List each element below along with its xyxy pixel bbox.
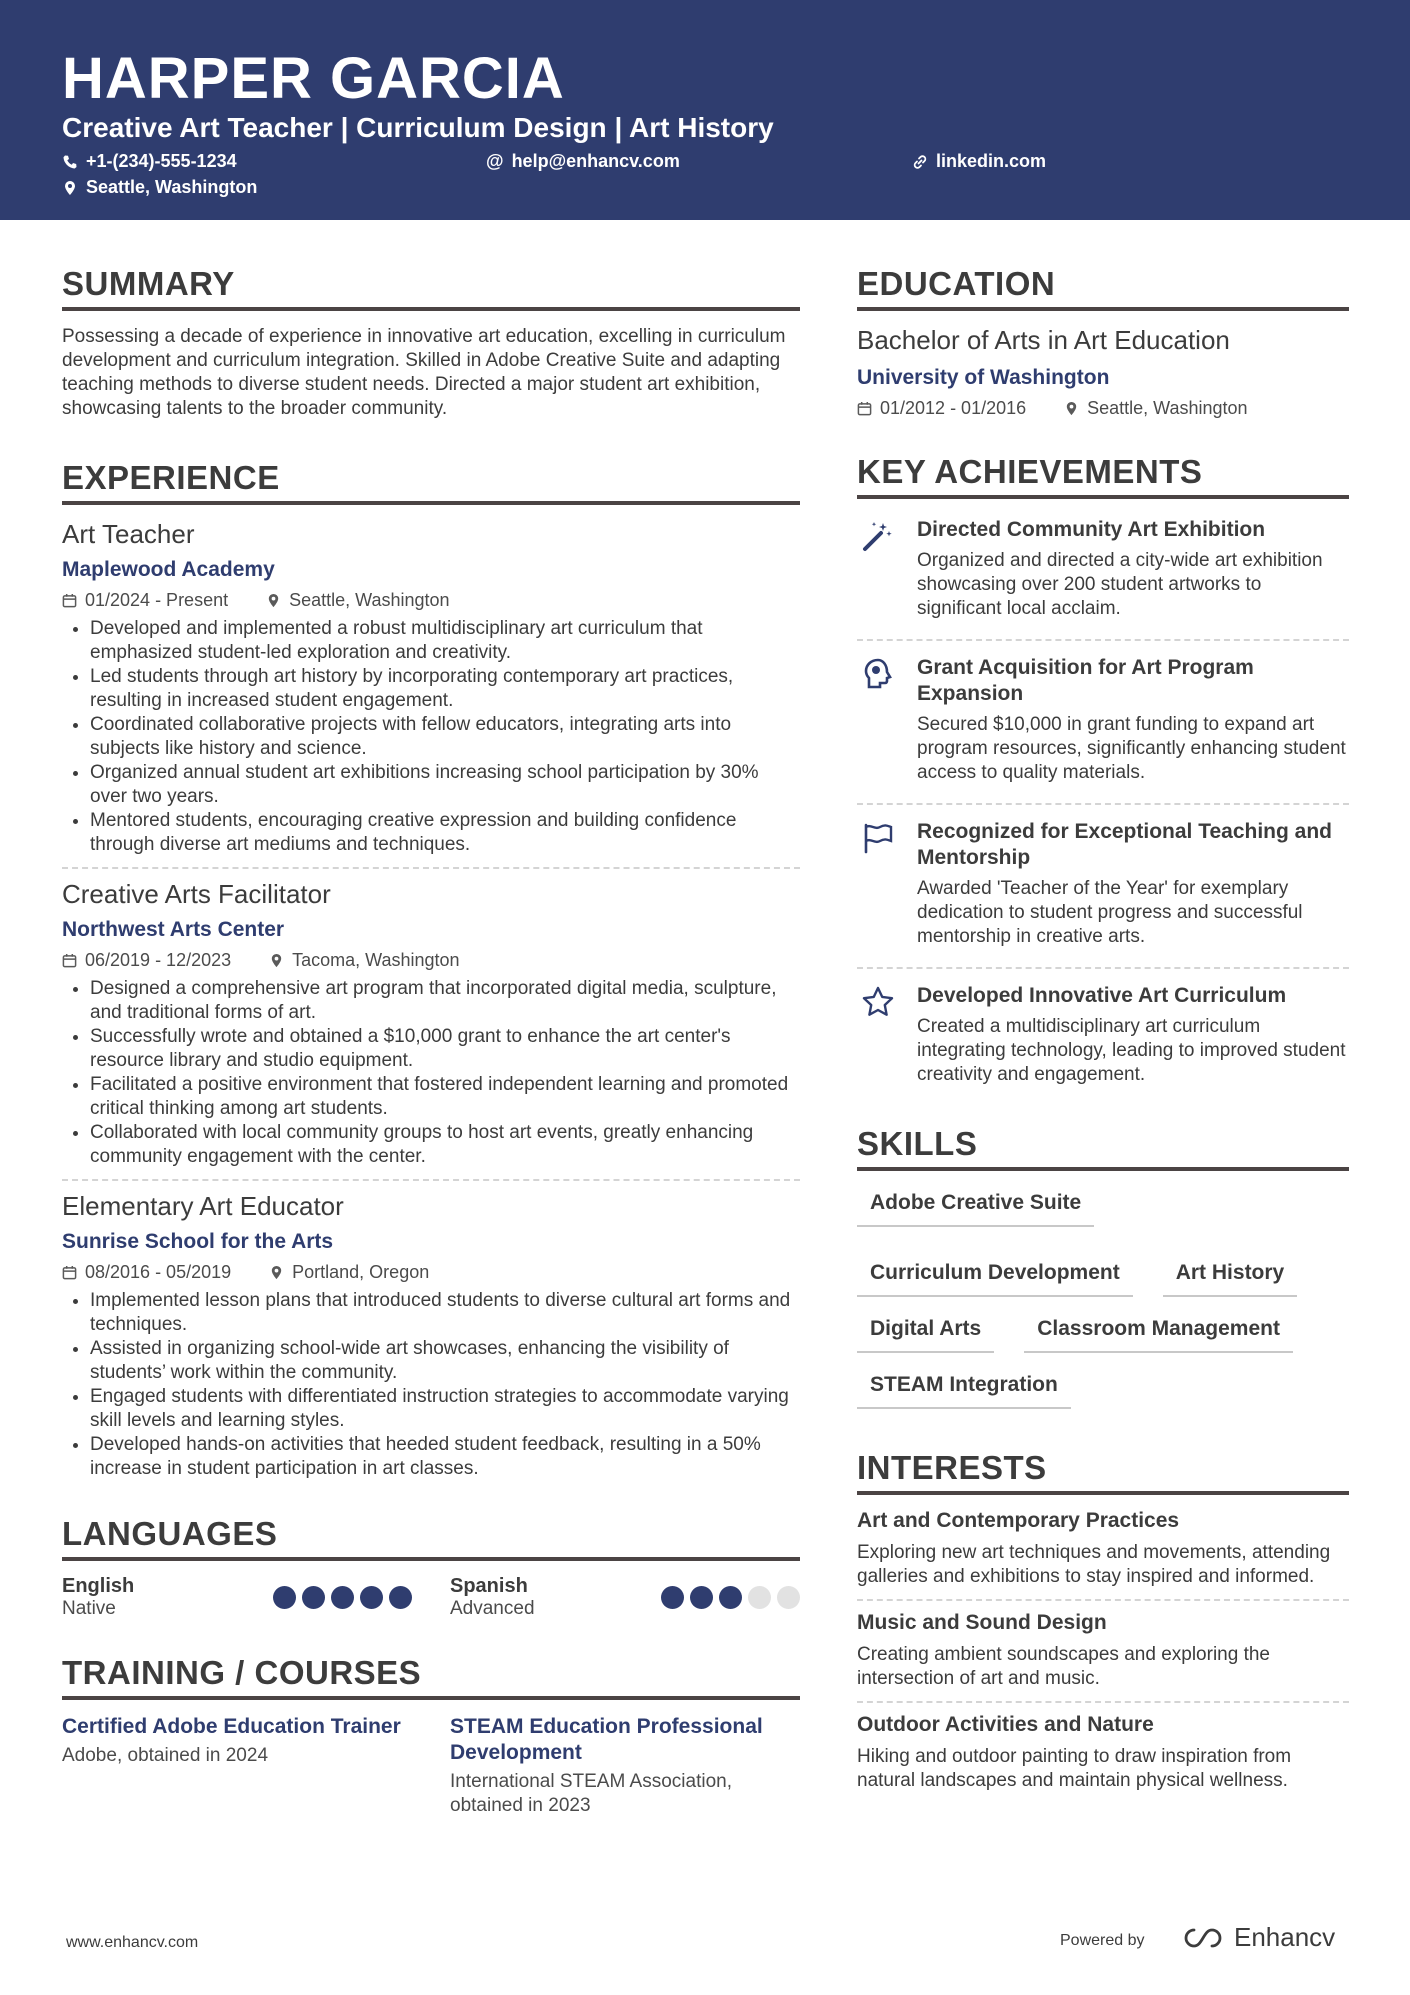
- divider: [857, 803, 1349, 805]
- job-bullet: • Developed and implemented a robust multidisciplinary art curriculum that emphasized student-led exploration and creativity.: [90, 617, 800, 665]
- job-bullet: • Designed a comprehensive art program that incorporated digital media, sculpture, and traditional forms of art.: [90, 977, 800, 1025]
- rating-dot-empty: [777, 1586, 800, 1609]
- training-section: [62, 1654, 800, 1818]
- interest-desc: Hiking and outdoor painting to draw inspiration from natural landscapes and maintain physical wellness.: [857, 1746, 1292, 1791]
- interest-title: Art and Contemporary Practices: [857, 1509, 1180, 1532]
- job-bullet: • Mentored students, encouraging creative expression and building confidence through diverse art mediums and techniques.: [90, 809, 800, 857]
- right-column: [857, 265, 1349, 1793]
- job-dates: 06/2019 - 12/2023: [85, 950, 232, 970]
- languages-section: [62, 1515, 800, 1620]
- language-name: English: [62, 1575, 135, 1597]
- skill-tag: Adobe Creative Suite: [857, 1185, 1094, 1227]
- achievement-desc: Created a multidisciplinary art curriculum integrating technology, leading to improved student creativity and engagement.: [917, 1016, 1346, 1085]
- location-pin-icon: [269, 1265, 284, 1280]
- magic-wand-icon: [861, 519, 895, 553]
- company-name: Northwest Arts Center: [62, 918, 285, 941]
- job-location: Seattle, Washington: [289, 590, 450, 610]
- flag-icon: [861, 821, 895, 855]
- brand-name: Enhancv: [1234, 1922, 1336, 1952]
- divider: [857, 1701, 1349, 1703]
- candidate-tagline: Creative Art Teacher | Curriculum Design | Art History: [62, 112, 774, 143]
- footer-powered-by: Powered by: [1060, 1932, 1145, 1949]
- language-rating: [273, 1586, 412, 1609]
- skills-section: [857, 1125, 1349, 1409]
- divider: [857, 639, 1349, 641]
- calendar-icon: [62, 953, 77, 968]
- course-title: Certified Adobe Education Trainer: [62, 1715, 401, 1738]
- achievement-title: Developed Innovative Art Curriculum: [917, 984, 1287, 1007]
- calendar-icon: [62, 593, 77, 608]
- footer-brand[interactable]: [1180, 1922, 1335, 1953]
- job-entry: [62, 1191, 800, 1481]
- company-name: Sunrise School for the Arts: [62, 1230, 334, 1253]
- course-provider: Adobe, obtained in 2024: [62, 1745, 269, 1766]
- location-pin-icon: [62, 180, 78, 196]
- interest-item: [857, 1509, 1349, 1589]
- skill-tag: STEAM Integration: [857, 1367, 1071, 1409]
- enhancv-logo-icon: [1180, 1925, 1226, 1951]
- job-title: Elementary Art Educator: [62, 1191, 344, 1221]
- skill-tag: Classroom Management: [1024, 1311, 1293, 1353]
- section-title: INTERESTS: [857, 1449, 1349, 1495]
- education-section: [857, 265, 1349, 419]
- job-dates: 08/2016 - 05/2019: [85, 1262, 232, 1282]
- location-pin-icon: [266, 593, 281, 608]
- job-meta: [62, 950, 800, 971]
- at-icon: @: [486, 151, 504, 171]
- job-bullet: • Engaged students with differentiated instruction strategies to accommodate varying skill levels and learning styles.: [90, 1385, 800, 1433]
- job-bullet: • Facilitated a positive environment that fostered independent learning and promoted critical thinking among art students.: [90, 1073, 800, 1121]
- rating-dot-filled: [661, 1586, 684, 1609]
- language-rating: [661, 1586, 800, 1609]
- job-bullet: • Organized annual student art exhibitions increasing school participation by 30% over two years.: [90, 761, 800, 809]
- job-bullet: • Assisted in organizing school-wide art showcases, enhancing the visibility of students’ work within the community.: [90, 1337, 800, 1385]
- rating-dot-filled: [302, 1586, 325, 1609]
- footer-url[interactable]: www.enhancv.com: [66, 1934, 199, 1951]
- skill-tag: Art History: [1163, 1255, 1298, 1297]
- course-item: [450, 1714, 800, 1818]
- job-meta: [62, 1262, 800, 1283]
- job-bullets: [62, 1289, 800, 1481]
- language-level: Advanced: [450, 1598, 535, 1619]
- language-level: Native: [62, 1598, 116, 1619]
- achievements-section: [857, 453, 1349, 1095]
- course-provider: International STEAM Association, obtained in 2023: [450, 1771, 732, 1816]
- contact-email[interactable]: [486, 151, 680, 172]
- contact-location: [62, 177, 257, 198]
- section-title: LANGUAGES: [62, 1515, 800, 1561]
- interest-desc: Creating ambient soundscapes and exploring the intersection of art and music.: [857, 1644, 1270, 1689]
- interest-title: Outdoor Activities and Nature: [857, 1713, 1154, 1736]
- experience-section: [62, 459, 800, 1481]
- head-idea-icon: [861, 657, 895, 691]
- company-name: Maplewood Academy: [62, 558, 275, 581]
- job-title: Art Teacher: [62, 519, 195, 549]
- degree: Bachelor of Arts in Art Education: [857, 325, 1230, 355]
- rating-dot-filled: [389, 1586, 412, 1609]
- language-item: [62, 1575, 412, 1620]
- courses-list: [62, 1714, 800, 1818]
- summary-section: [62, 265, 800, 421]
- job-meta: [62, 590, 800, 611]
- section-title: KEY ACHIEVEMENTS: [857, 453, 1349, 499]
- job-dates: 01/2024 - Present: [85, 590, 229, 610]
- course-title: STEAM Education Professional Development: [450, 1715, 763, 1764]
- rating-dot-empty: [748, 1586, 771, 1609]
- calendar-icon: [62, 1265, 77, 1280]
- rating-dot-filled: [690, 1586, 713, 1609]
- job-bullet: • Implemented lesson plans that introduced students to diverse cultural art forms and techniques.: [90, 1289, 800, 1337]
- interest-desc: Exploring new art techniques and movements, attending galleries and exhibitions to stay inspired and informed.: [857, 1542, 1331, 1587]
- link-icon: [912, 154, 928, 170]
- job-bullet: • Collaborated with local community groups to host art events, greatly enhancing community engagement with the center.: [90, 1121, 800, 1169]
- achievement-title: Grant Acquisition for Art Program Expansion: [917, 656, 1254, 705]
- education-dates: 01/2012 - 01/2016: [880, 398, 1027, 418]
- school-name: University of Washington: [857, 366, 1110, 389]
- course-item: [62, 1714, 412, 1818]
- linkedin-text: linkedin.com: [936, 151, 1047, 171]
- divider: [62, 867, 800, 869]
- rating-dot-filled: [360, 1586, 383, 1609]
- language-name: Spanish: [450, 1575, 528, 1597]
- job-bullet: • Coordinated collaborative projects with fellow educators, integrating arts into subjects like history and science.: [90, 713, 800, 761]
- section-title: SKILLS: [857, 1125, 1349, 1171]
- job-bullet: • Developed hands-on activities that heeded student feedback, resulting in a 50% increase in student participation in art classes.: [90, 1433, 800, 1481]
- job-location: Tacoma, Washington: [292, 950, 460, 970]
- location-pin-icon: [1064, 401, 1079, 416]
- job-bullets: [62, 617, 800, 857]
- skill-tag: Digital Arts: [857, 1311, 994, 1353]
- phone-text: +1-(234)-555-1234: [86, 151, 237, 171]
- section-title: EXPERIENCE: [62, 459, 800, 505]
- candidate-name: HARPER GARCIA: [62, 46, 565, 111]
- rating-dot-filled: [273, 1586, 296, 1609]
- job-bullet: • Led students through art history by incorporating contemporary art practices, resulting in increased student engagement.: [90, 665, 800, 713]
- education-meta: [857, 398, 1349, 419]
- job-bullets: [62, 977, 800, 1169]
- contact-phone[interactable]: [62, 151, 237, 172]
- section-title: EDUCATION: [857, 265, 1349, 311]
- language-item: [450, 1575, 800, 1620]
- job-bullet: • Successfully wrote and obtained a $10,000 grant to enhance the art center's resource library and studio equipment.: [90, 1025, 800, 1073]
- achievement-title: Directed Community Art Exhibition: [917, 518, 1266, 541]
- calendar-icon: [857, 401, 872, 416]
- summary-text: Possessing a decade of experience in innovative art education, excelling in curriculum development and curriculum integration. Skilled in Adobe Creative Suite and adapting teaching methods to diverse student needs. Directed a major student art exhibition, showcasing talents to the broader community.: [62, 326, 786, 419]
- job-entry: [62, 879, 800, 1169]
- achievement-desc: Organized and directed a city-wide art exhibition showcasing over 200 student artworks to significant local acclaim.: [917, 550, 1323, 619]
- email-text: help@enhancv.com: [511, 151, 680, 171]
- languages-list: [62, 1575, 800, 1620]
- achievement-title: Recognized for Exceptional Teaching and Mentorship: [917, 820, 1333, 869]
- achievement-desc: Secured $10,000 in grant funding to expand art program resources, significantly enhancing student access to quality materials.: [917, 714, 1346, 783]
- phone-icon: [62, 154, 78, 170]
- divider: [857, 1599, 1349, 1601]
- interests-section: [857, 1449, 1349, 1793]
- interest-item: [857, 1713, 1349, 1793]
- achievement-item: [857, 651, 1349, 793]
- contact-linkedin[interactable]: [912, 151, 1046, 172]
- left-column: [62, 265, 800, 1818]
- education-location: Seattle, Washington: [1087, 398, 1248, 418]
- location-pin-icon: [269, 953, 284, 968]
- star-icon: [861, 985, 895, 1019]
- job-entry: [62, 519, 800, 857]
- job-location: Portland, Oregon: [292, 1262, 430, 1282]
- section-title: SUMMARY: [62, 265, 800, 311]
- skill-tag: Curriculum Development: [857, 1255, 1133, 1297]
- achievement-item: [857, 513, 1349, 629]
- section-title: TRAINING / COURSES: [62, 1654, 800, 1700]
- achievement-item: [857, 979, 1349, 1095]
- achievement-item: [857, 815, 1349, 957]
- rating-dot-filled: [719, 1586, 742, 1609]
- interest-item: [857, 1611, 1349, 1691]
- rating-dot-filled: [331, 1586, 354, 1609]
- divider: [62, 1179, 800, 1181]
- skills-list: [857, 1185, 1349, 1409]
- achievement-desc: Awarded 'Teacher of the Year' for exemplary dedication to student progress and successful mentorship in creative arts.: [917, 878, 1303, 947]
- location-text: Seattle, Washington: [86, 177, 258, 197]
- divider: [857, 967, 1349, 969]
- job-title: Creative Arts Facilitator: [62, 879, 331, 909]
- interest-title: Music and Sound Design: [857, 1611, 1107, 1634]
- resume-header: [0, 0, 1410, 220]
